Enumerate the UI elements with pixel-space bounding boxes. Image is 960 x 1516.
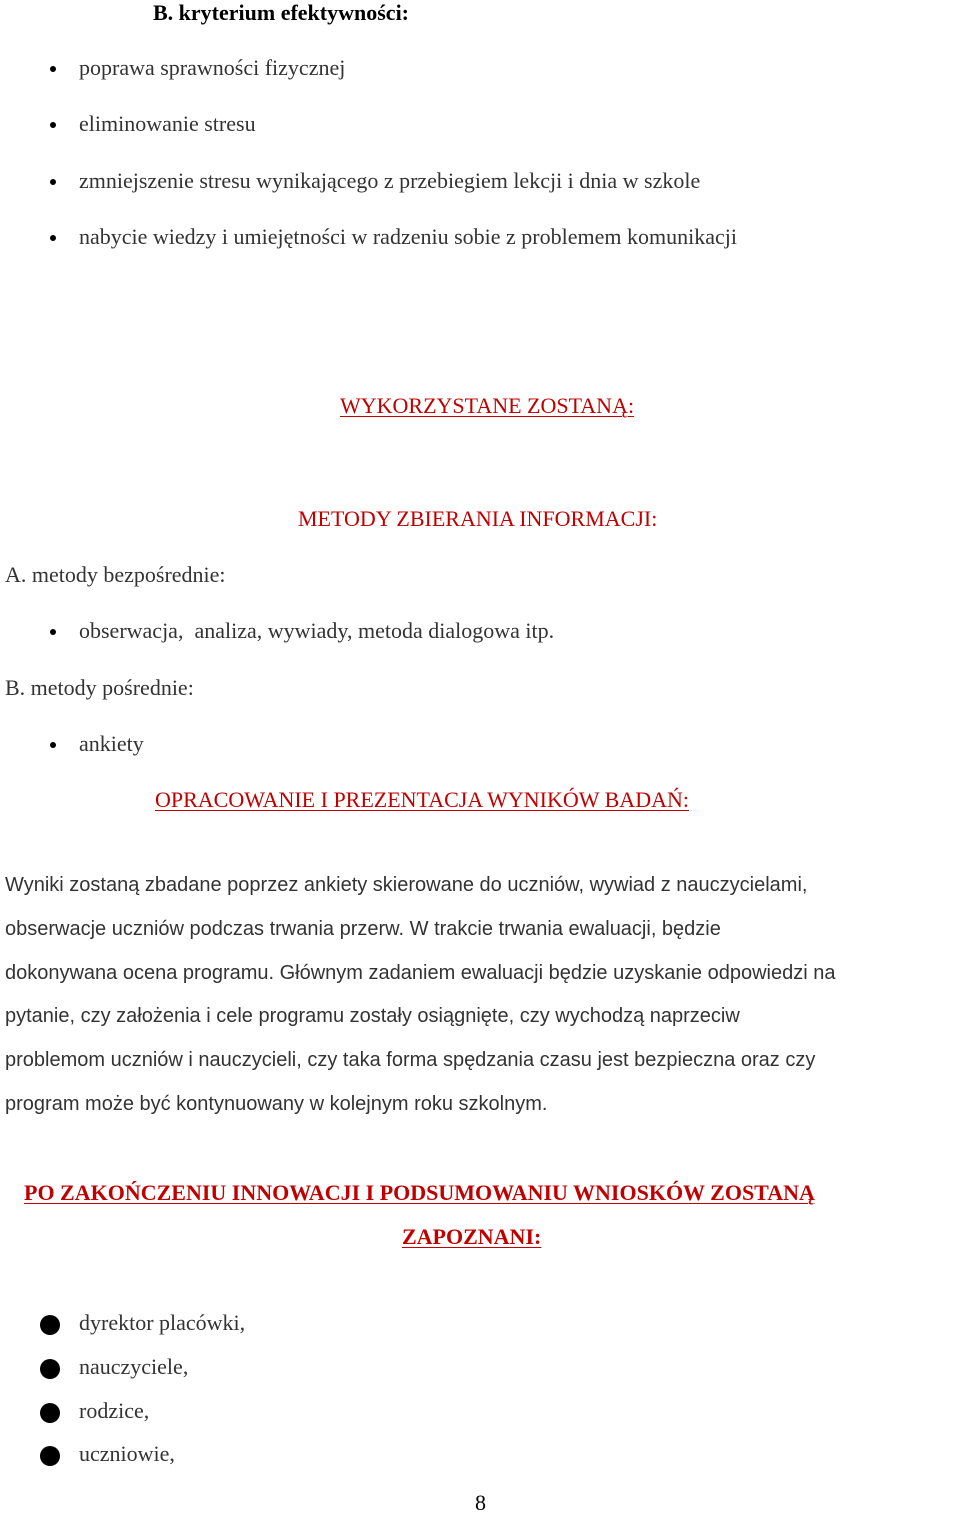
bullet-icon [50, 629, 56, 635]
bullet-icon [50, 179, 56, 185]
paragraph-line: Wyniki zostaną zbadane poprzez ankiety skierowane do uczniów, wywiad z nauczycielami, [5, 874, 808, 896]
results-heading: OPRACOWANIE I PREZENTACJA WYNIKÓW BADAŃ: [155, 787, 689, 812]
results-paragraph [5, 864, 940, 1127]
page-number: 8 [475, 1490, 486, 1515]
list-item-text: zmniejszenie stresu wynikającego z przebiegiem lekcji i dnia w szkole [79, 168, 701, 193]
direct-methods-label: A. metody bezpośrednie: [5, 562, 226, 587]
list-item-text: uczniowie, [79, 1441, 175, 1466]
criteria-heading: B. kryterium efektywności: [153, 0, 410, 25]
list-item-text: nauczyciele, [79, 1354, 189, 1379]
paragraph-line: dokonywana ocena programu. Głównym zadaniem ewaluacji będzie uzyskanie odpowiedzi na [5, 961, 836, 984]
bullet-icon [50, 66, 56, 72]
bullet-icon [50, 235, 56, 241]
list-item-text: ankiety [79, 731, 144, 756]
final-heading-line-1: PO ZAKOŃCZENIU INNOWACJI I PODSUMOWANIU WNIOSKÓW ZOSTANĄ [24, 1180, 815, 1205]
indirect-methods-label: B. metody pośrednie: [5, 675, 194, 700]
used-heading: WYKORZYSTANE ZOSTANĄ: [340, 393, 635, 418]
bullet-icon [50, 742, 56, 748]
list-item-text: rodzice, [79, 1398, 150, 1423]
bullet-icon [40, 1403, 60, 1423]
bullet-icon [40, 1359, 60, 1379]
list-item-text: eliminowanie stresu [79, 111, 256, 136]
paragraph-line: problemom uczniów i nauczycieli, czy taka forma spędzania czasu jest bezpieczna oraz czy [5, 1049, 816, 1072]
list-item-text: dyrektor placówki, [79, 1310, 246, 1335]
list-item-text: obserwacja, analiza, wywiady, metoda dialogowa itp. [79, 618, 555, 643]
paragraph-line: obserwacje uczniów podczas trwania przerw. W trakcie trwania ewaluacji, będzie [5, 917, 721, 940]
bullet-icon [40, 1315, 60, 1335]
list-item-text: poprawa sprawności fizycznej [79, 55, 346, 80]
bullet-icon [50, 122, 56, 128]
list-item-text: nabycie wiedzy i umiejętności w radzeniu sobie z problemem komunikacji [79, 224, 737, 249]
methods-heading: METODY ZBIERANIA INFORMACJI: [298, 506, 658, 531]
paragraph-line: pytanie, czy założenia i cele programu zostały osiągnięte, czy wychodzą naprzeciw [5, 1005, 740, 1028]
bullet-icon [40, 1446, 60, 1466]
paragraph-line: program może być kontynuowany w kolejnym roku szkolnym. [5, 1092, 548, 1115]
final-heading-line-2: ZAPOZNANI: [402, 1224, 542, 1249]
